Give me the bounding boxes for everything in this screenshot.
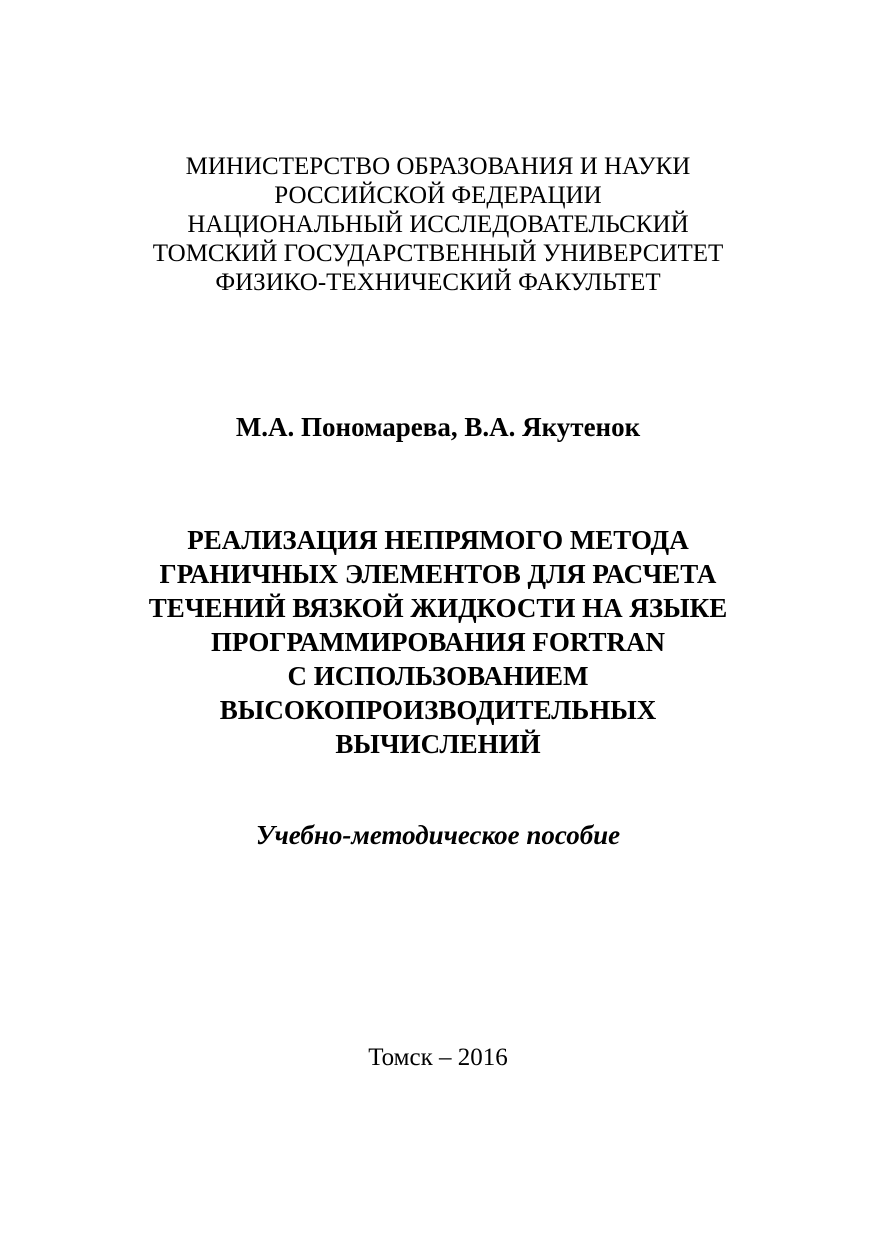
institution-line: РОССИЙСКОЙ ФЕДЕРАЦИИ xyxy=(274,182,602,209)
authors: М.А. Пономарева, В.А. Якутенок xyxy=(235,412,641,442)
institution-line: ТОМСКИЙ ГОСУДАРСТВЕННЫЙ УНИВЕРСИТЕТ xyxy=(152,240,724,267)
subtitle: Учебно-методическое пособие xyxy=(255,820,621,850)
title-line: ВЫЧИСЛЕНИЙ xyxy=(335,729,541,759)
title-line: РЕАЛИЗАЦИЯ НЕПРЯМОГО МЕТОДА xyxy=(187,525,689,555)
title-line: ПРОГРАММИРОВАНИЯ FORTRAN xyxy=(211,627,665,657)
place-year: Томск – 2016 xyxy=(368,1044,508,1071)
institution-line: ФИЗИКО-ТЕХНИЧЕСКИЙ ФАКУЛЬТЕТ xyxy=(215,269,661,296)
title-line: ВЫСОКОПРОИЗВОДИТЕЛЬНЫХ xyxy=(219,695,657,725)
institution-line: МИНИСТЕРСТВО ОБРАЗОВАНИЯ И НАУКИ xyxy=(185,153,691,180)
institution-line: НАЦИОНАЛЬНЫЙ ИССЛЕДОВАТЕЛЬСКИЙ xyxy=(187,211,689,238)
title-line: С ИСПОЛЬЗОВАНИЕМ xyxy=(287,661,589,691)
title-line: ГРАНИЧНЫХ ЭЛЕМЕНТОВ ДЛЯ РАСЧЕТА xyxy=(159,559,717,589)
title-line: ТЕЧЕНИЙ ВЯЗКОЙ ЖИДКОСТИ НА ЯЗЫКЕ xyxy=(148,593,728,623)
